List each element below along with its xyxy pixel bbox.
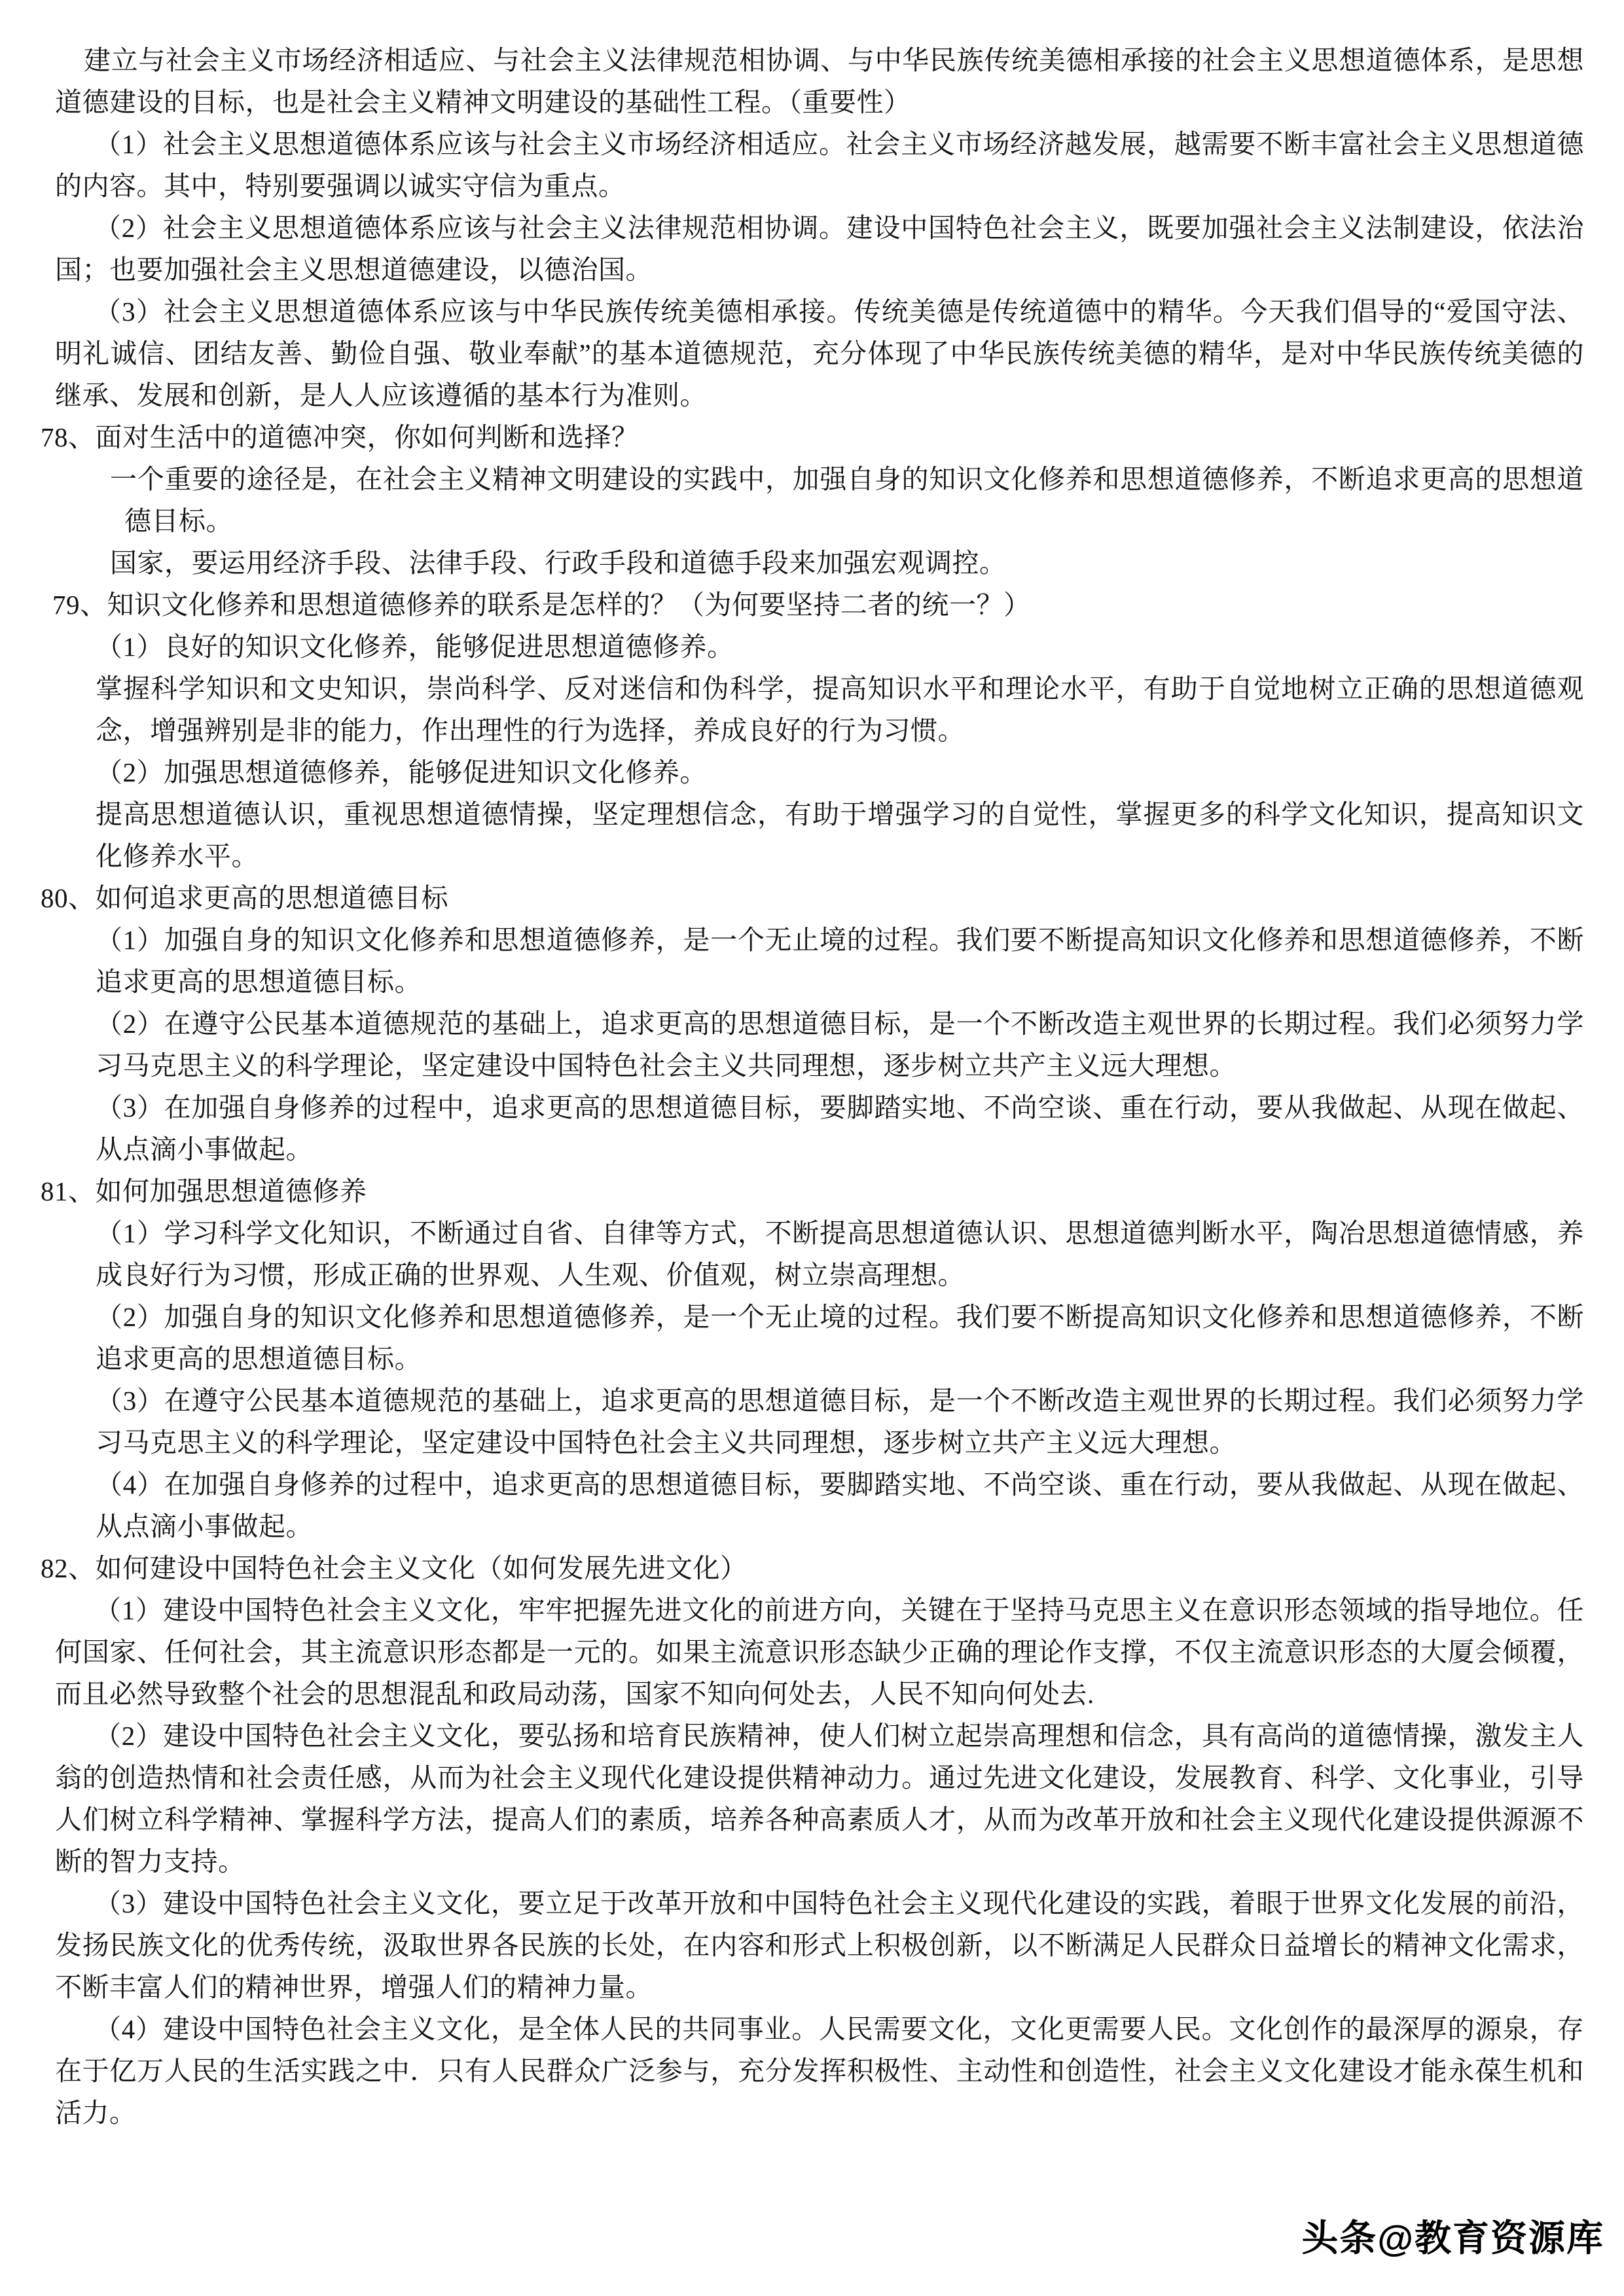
paragraph: （2）加强自身的知识文化修养和思想道德修养，是一个无止境的过程。我们要不断提高知识文化修养和思想道德修养，不断追求更高的思想道德目标。: [96, 1302, 1584, 1374]
paragraph: （1）建设中国特色社会主义文化，牢牢把握先进文化的前进方向，关键在于坚持马克思主义在意识形态领域的指导地位。任何国家、任何社会，其主流意识形态都是一元的。如果主流意识形态缺少正确的理论作支撑，不仅主流意识形态的大厦会倾覆，而且必然导致整个社会的思想混乱和政局动荡，国家不知向何处去，人民不知向何处去.: [55, 1595, 1584, 1709]
paragraph: 提高思想道德认识，重视思想道德情操，坚定理想信念，有助于增强学习的自觉性，掌握更多的科学文化知识，提高知识文化修养水平。: [96, 799, 1584, 871]
paragraph: （3）社会主义思想道德体系应该与中华民族传统美德相承接。传统美德是传统道德中的精华。今天我们倡导的“爱国守法、明礼诚信、团结友善、勤俭自强、敬业奉献”的基本道德规范，充分体现了中华民族传统美德的精华，是对中华民族传统美德的继承、发展和创新，是人人应该遵循的基本行为准则。: [55, 296, 1584, 410]
paragraph: （2）在遵守公民基本道德规范的基础上，追求更高的思想道德目标，是一个不断改造主观世界的长期过程。我们必须努力学习马克思主义的科学理论，坚定建设中国特色社会主义共同理想，逐步树立共产主义远大理想。: [96, 1009, 1584, 1081]
question-heading-80: 80、如何追求更高的思想道德目标: [41, 883, 448, 913]
paragraph: （2）建设中国特色社会主义文化，要弘扬和培育民族精神，使人们树立起崇高理想和信念，具有高尚的道德情操，激发主人翁的创造热情和社会责任感，从而为社会主义现代化建设提供精神动力。通过先进文化建设，发展教育、科学、文化事业，引导人们树立科学精神、掌握科学方法，提高人们的素质，培养各种高素质人才，从而为改革开放和社会主义现代化建设提供源源不断的智力支持。: [55, 1721, 1584, 1876]
paragraph: （1）学习科学文化知识，不断通过自省、自律等方式，不断提高思想道德认识、思想道德判断水平，陶冶思想道德情感，养成良好行为习惯，形成正确的世界观、人生观、价值观，树立崇高理想。: [96, 1218, 1584, 1290]
paragraph: （2）加强思想道德修养，能够促进知识文化修养。: [96, 757, 707, 787]
question-heading-78: 78、面对生活中的道德冲突，你如何判断和选择？: [41, 422, 639, 452]
paragraph: （1）社会主义思想道德体系应该与社会主义市场经济相适应。社会主义市场经济越发展，越需要不断丰富社会主义思想道德的内容。其中，特别要强调以诚实守信为重点。: [55, 129, 1584, 201]
paragraph: （1）良好的知识文化修养，能够促进思想道德修养。: [96, 632, 734, 662]
paragraph: （2）社会主义思想道德体系应该与社会主义法律规范相协调。建设中国特色社会主义，既要加强社会主义法制建设，依法治国；也要加强社会主义思想道德建设，以德治国。: [55, 213, 1584, 285]
question-heading-79: 79、知识文化修养和思想道德修养的联系是怎样的？（为何要坚持二者的统一？）: [52, 590, 1031, 620]
paragraph: （1）加强自身的知识文化修养和思想道德修养，是一个无止境的过程。我们要不断提高知识文化修养和思想道德修养，不断追求更高的思想道德目标。: [96, 925, 1584, 997]
question-heading-82: 82、如何建设中国特色社会主义文化（如何发展先进文化）: [41, 1553, 748, 1583]
paragraph: 建立与社会主义市场经济相适应、与社会主义法律规范相协调、与中华民族传统美德相承接的社会主义思想道德体系，是思想道德建设的目标，也是社会主义精神文明建设的基础性工程。（重要性）: [55, 45, 1584, 117]
question-heading-81: 81、如何加强思想道德修养: [41, 1176, 367, 1206]
paragraph: （4）在加强自身修养的过程中，追求更高的思想道德目标，要脚踏实地、不尚空谈、重在行动，要从我做起、从现在做起、从点滴小事做起。: [96, 1469, 1584, 1541]
paragraph: 掌握科学知识和文史知识，崇尚科学、反对迷信和伪科学，提高知识水平和理论水平，有助于自觉地树立正确的思想道德观念，增强辨别是非的能力，作出理性的行为选择，养成良好的行为习惯。: [96, 673, 1584, 745]
paragraph: 一个重要的途径是，在社会主义精神文明建设的实践中，加强自身的知识文化修养和思想道德修养，不断追求更高的思想道德目标。: [110, 464, 1584, 536]
paragraph: （3）在遵守公民基本道德规范的基础上，追求更高的思想道德目标，是一个不断改造主观世界的长期过程。我们必须努力学习马克思主义的科学理论，坚定建设中国特色社会主义共同理想，逐步树立共产主义远大理想。: [96, 1386, 1584, 1458]
paragraph: （4）建设中国特色社会主义文化，是全体人民的共同事业。人民需要文化，文化更需要人民。文化创作的最深厚的源泉，存在于亿万人民的生活实践之中．只有人民群众广泛参与，充分发挥积极性、主动性和创造性，社会主义文化建设才能永葆生机和活力。: [55, 2014, 1584, 2128]
paragraph: 国家，要运用经济手段、法律手段、行政手段和道德手段来加强宏观调控。: [110, 548, 1007, 578]
paragraph: （3）建设中国特色社会主义文化，要立足于改革开放和中国特色社会主义现代化建设的实践，着眼于世界文化发展的前沿，发扬民族文化的优秀传统，汲取世界各民族的长处，在内容和形式上积极创新，以不断满足人民群众日益增长的精神文化需求，不断丰富人们的精神世界，增强人们的精神力量。: [55, 1888, 1584, 2002]
paragraph: （3）在加强自身修养的过程中，追求更高的思想道德目标，要脚踏实地、不尚空谈、重在行动，要从我做起、从现在做起、从点滴小事做起。: [96, 1092, 1584, 1164]
watermark-text: 头条@教育资源库: [1301, 2217, 1604, 2259]
